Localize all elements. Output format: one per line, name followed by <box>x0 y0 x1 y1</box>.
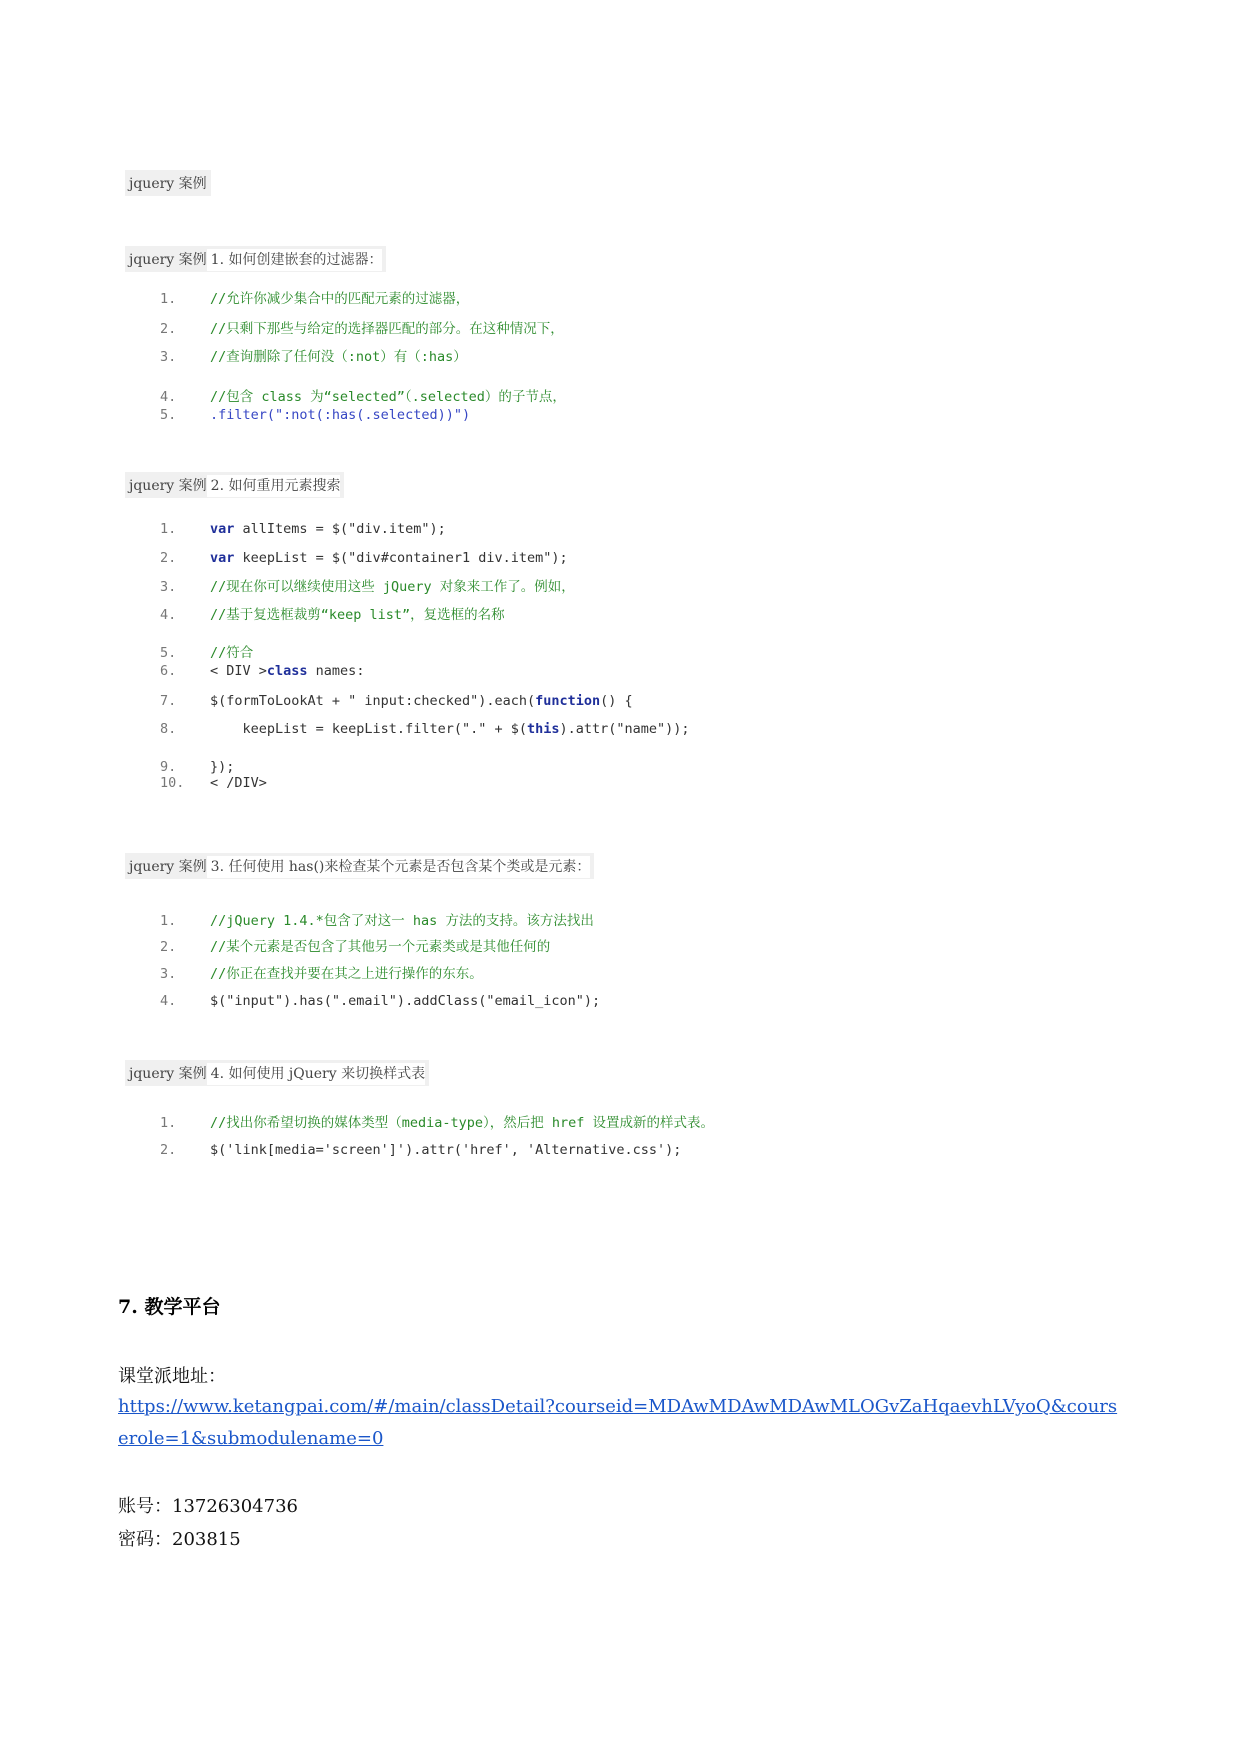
line-number: 5. <box>160 645 177 661</box>
code-line <box>160 992 600 1010</box>
line-number: 1. <box>160 521 177 537</box>
code-comment: //现在你可以继续使用这些 jQuery 对象来工作了。例如， <box>210 579 575 595</box>
line-number: 3. <box>160 966 177 982</box>
code-text: < DIV > <box>210 663 267 679</box>
code-comment: //只剩下那些与给定的选择器匹配的部分。在这种情况下， <box>210 321 564 337</box>
code-text: allItems = $("div.item"); <box>234 521 446 537</box>
code-text: $("input").has(".email").addClass("email_icon"); <box>210 993 601 1009</box>
line-number: 9. <box>160 759 177 775</box>
code-line <box>160 720 690 738</box>
code-text: () { <box>600 693 633 709</box>
code-keyword: this <box>526 721 560 737</box>
line-number: 5. <box>160 407 177 423</box>
code-line <box>160 644 253 662</box>
code-text: < /DIV> <box>210 775 267 791</box>
code-line <box>160 406 470 424</box>
account-line <box>118 1492 298 1518</box>
code-keyword: var <box>210 521 235 537</box>
account-value: 13726304736 <box>172 1496 298 1517</box>
code-text: $(formToLookAt + " input:checked").each( <box>210 693 536 709</box>
code-text: ).attr("name")); <box>559 721 690 737</box>
line-number: 1. <box>160 1115 177 1131</box>
case1-heading <box>125 246 386 272</box>
code-line <box>160 520 446 538</box>
case2-heading-title: 2. 如何重用元素搜索 <box>207 475 341 497</box>
code-line <box>160 662 364 680</box>
password-label: 密码： <box>118 1529 172 1550</box>
code-text: $('link[media='screen']').attr('href', 'Alternative.css'); <box>210 1142 682 1158</box>
line-number: 2. <box>160 939 177 955</box>
line-number: 4. <box>160 993 177 1009</box>
code-line <box>160 606 505 624</box>
code-comment: //jQuery 1.4.*包含了对这一 has 方法的支持。该方法找出 <box>210 913 594 929</box>
code-text: .filter(":not(:has(.selected))") <box>210 407 471 423</box>
code-line <box>160 912 594 930</box>
case4-heading <box>125 1060 429 1086</box>
code-text: keepList = $("div#container1 div.item"); <box>234 550 568 566</box>
code-comment: //允许你减少集合中的匹配元素的过滤器， <box>210 291 470 307</box>
case1-heading-prefix: jquery 案例 <box>129 252 207 268</box>
case4-heading-prefix: jquery 案例 <box>129 1066 207 1082</box>
code-comment: //查询删除了任何没（:not）有（:has） <box>210 349 467 365</box>
section-title: 7. 教学平台 <box>118 1296 221 1318</box>
main-heading <box>125 170 211 196</box>
code-text: names: <box>307 663 365 679</box>
case3-heading-title: 3. 任何使用 has()来检查某个元素是否包含某个类或是元素： <box>207 856 591 878</box>
code-line <box>160 1141 681 1159</box>
account-label: 账号： <box>118 1496 172 1517</box>
code-keyword: class <box>266 663 308 679</box>
case2-heading <box>125 472 344 498</box>
code-comment: //你正在查找并要在其之上进行操作的东东。 <box>210 966 483 982</box>
case3-heading-prefix: jquery 案例 <box>129 859 207 875</box>
case1-heading-title: 1. 如何创建嵌套的过滤器： <box>207 249 383 271</box>
password-line <box>118 1525 241 1551</box>
line-number: 7. <box>160 693 177 709</box>
line-number: 1. <box>160 913 177 929</box>
code-line <box>160 578 575 596</box>
platform-label: 课堂派地址： <box>118 1366 226 1387</box>
code-keyword: function <box>535 693 601 709</box>
password-value: 203815 <box>172 1529 241 1550</box>
case3-heading <box>125 853 594 879</box>
platform-url-line1[interactable] <box>118 1396 1117 1417</box>
line-number: 4. <box>160 607 177 623</box>
line-number: 4. <box>160 389 177 405</box>
platform-link-continued[interactable]: erole=1&submodulename=0 <box>118 1428 384 1449</box>
code-line <box>160 1114 714 1132</box>
line-number: 3. <box>160 349 177 365</box>
code-line <box>160 774 267 792</box>
code-comment: //包含 class 为“selected”（.selected）的子节点， <box>210 389 566 405</box>
code-line <box>160 938 550 956</box>
line-number: 2. <box>160 1142 177 1158</box>
line-number: 2. <box>160 321 177 337</box>
code-comment: //基于复选框裁剪“keep list”，复选框的名称 <box>210 607 505 623</box>
code-comment: //某个元素是否包含了其他另一个元素类或是其他任何的 <box>210 939 551 955</box>
code-text: }); <box>210 759 235 775</box>
code-line <box>160 290 469 308</box>
case4-heading-title: 4. 如何使用 jQuery 来切换样式表 <box>207 1063 425 1085</box>
platform-url-line2[interactable] <box>118 1428 383 1449</box>
line-number: 8. <box>160 721 177 737</box>
case2-heading-prefix: jquery 案例 <box>129 478 207 494</box>
main-heading-text: jquery 案例 <box>129 176 207 192</box>
code-keyword: var <box>210 550 235 566</box>
platform-link[interactable]: https://www.ketangpai.com/#/main/classDetail?courseid=MDAwMDAwMDAwMLOGvZaHqaevhLVyoQ&cours <box>118 1396 1118 1417</box>
line-number: 6. <box>160 663 177 679</box>
line-number: 3. <box>160 579 177 595</box>
line-number: 1. <box>160 291 177 307</box>
line-number: 10. <box>160 775 185 791</box>
code-comment: //符合 <box>210 645 254 661</box>
code-line <box>160 388 566 406</box>
code-comment: //找出你希望切换的媒体类型（media-type），然后把 href 设置成新的样式表。 <box>210 1115 715 1131</box>
code-line <box>160 348 467 366</box>
code-line <box>160 965 483 983</box>
code-line <box>160 320 564 338</box>
code-text: keepList = keepList.filter("." + $( <box>210 721 527 737</box>
code-line <box>160 549 568 567</box>
line-number: 2. <box>160 550 177 566</box>
code-line <box>160 692 633 710</box>
